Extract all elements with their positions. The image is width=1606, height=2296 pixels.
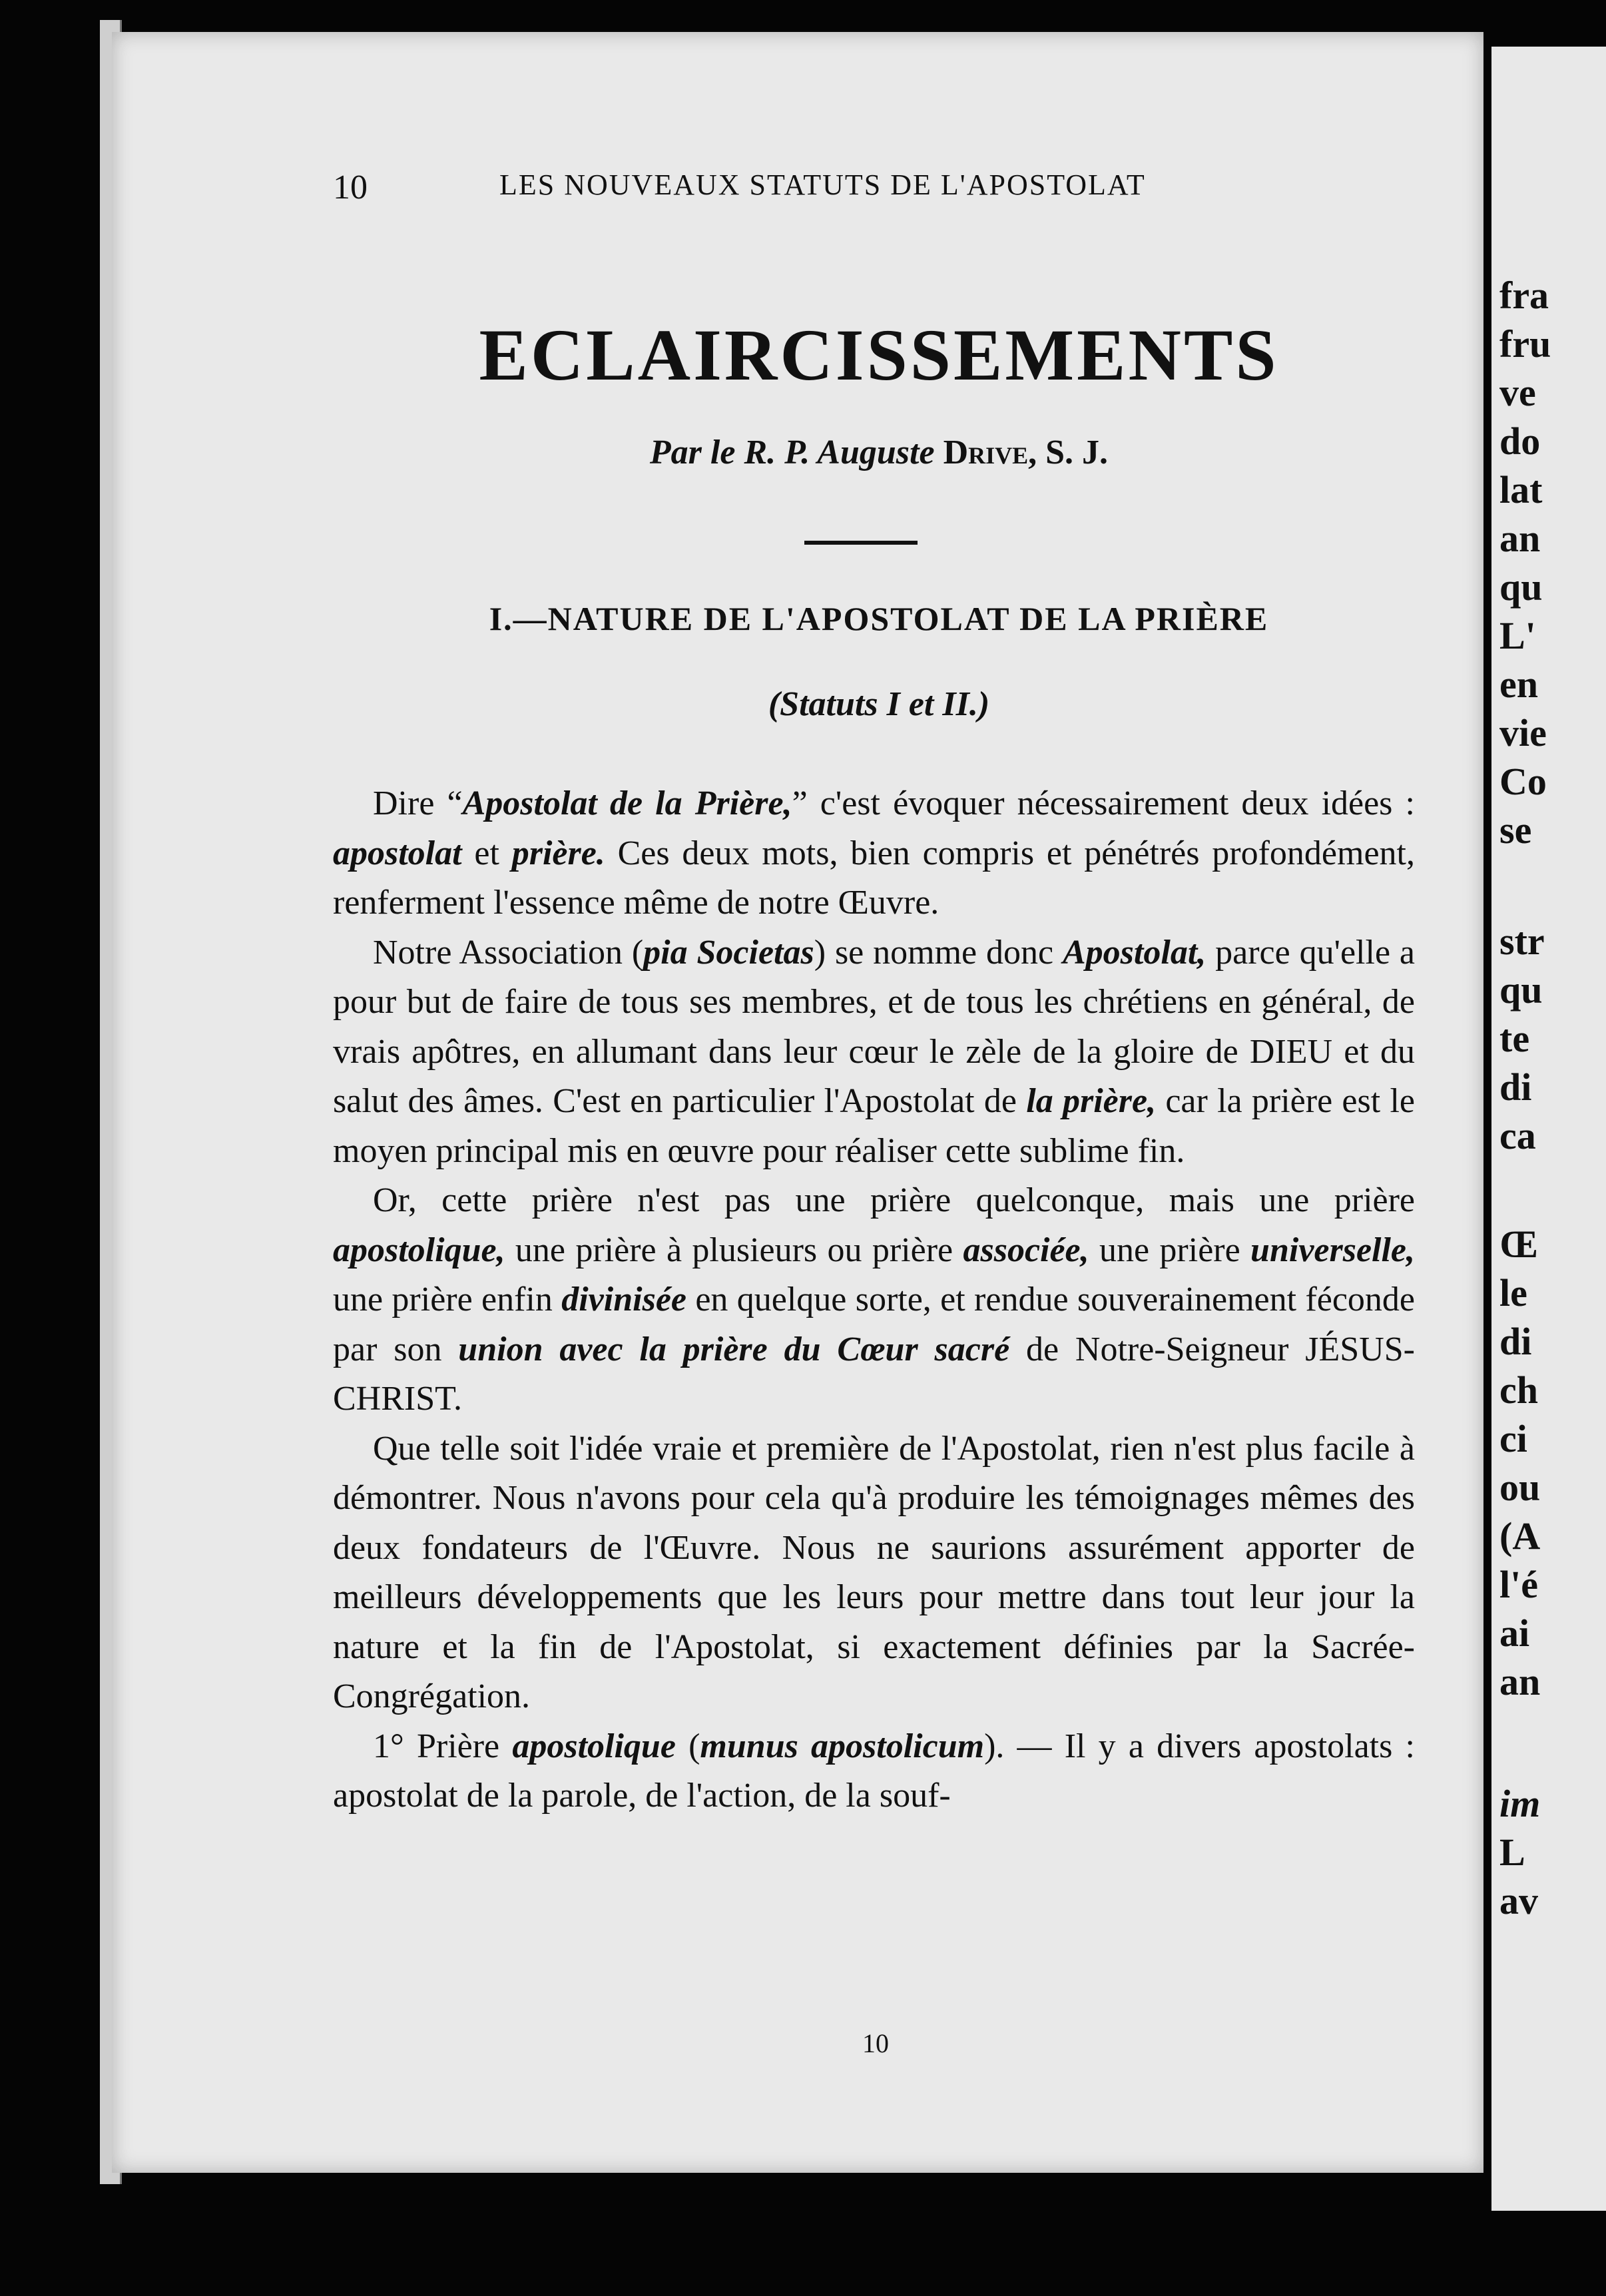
body-text bbox=[333, 779, 1415, 1821]
footer-page-number: 10 bbox=[862, 2028, 889, 2058]
adjacent-fragment: di bbox=[1499, 1320, 1532, 1363]
adjacent-fragment: lat bbox=[1499, 468, 1543, 511]
adjacent-fragment: qu bbox=[1499, 565, 1543, 609]
author-line bbox=[333, 433, 1425, 472]
adjacent-fragment: l'é bbox=[1499, 1563, 1538, 1606]
page-header bbox=[333, 168, 1425, 221]
paragraph: 1° Prière apostolique (munus apostolicum). — Il y a divers apostolats : apostolat de la parole, de l'action, de la souf- bbox=[333, 1727, 1415, 1815]
adjacent-fragment: do bbox=[1499, 420, 1541, 463]
adjacent-fragment: en bbox=[1499, 663, 1538, 706]
author-suffix: , S. J. bbox=[1028, 433, 1109, 471]
adjacent-fragment: an bbox=[1499, 1660, 1541, 1703]
adjacent-fragment: Œ bbox=[1499, 1223, 1538, 1266]
page-number: 10 bbox=[333, 168, 368, 206]
adjacent-page bbox=[1491, 47, 1606, 2211]
adjacent-fragment: di bbox=[1499, 1065, 1532, 1109]
section-subheading: (Statuts I et II.) bbox=[768, 685, 990, 723]
paragraph: Dire “Apostolat de la Prière,” c'est évoquer nécessairement deux idées : apostolat et prière. Ces deux mots, bien compris et pénétrés profondément, renferment l'essence même de notre Œuvre. bbox=[333, 784, 1415, 922]
adjacent-fragment: le bbox=[1499, 1271, 1527, 1314]
adjacent-fragment: ve bbox=[1499, 371, 1536, 414]
section-heading: I.—NATURE DE L'APOSTOLAT DE LA PRIÈRE bbox=[489, 600, 1269, 637]
adjacent-fragment: ai bbox=[1499, 1611, 1530, 1655]
paragraph: Que telle soit l'idée vraie et première de l'Apostolat, rien n'est plus facile à démontrer. Nous n'avons pour cela qu'à produire les témoignages mêmes des deux fondateurs de l'Œuvre. Nous ne saurions assurément apporter de meilleurs développements que les leurs pour mettre dans tout leur jour la nature et la fin de l'Apostolat, si exactement définies par la Sacrée-Congrégation. bbox=[333, 1429, 1415, 1715]
adjacent-fragment: str bbox=[1499, 920, 1545, 963]
divider bbox=[804, 541, 918, 545]
adjacent-fragment: im bbox=[1499, 1782, 1541, 1825]
adjacent-fragment: se bbox=[1499, 808, 1532, 852]
page-title: ECLAIRCISSEMENTS bbox=[479, 314, 1279, 396]
adjacent-fragment: Co bbox=[1499, 760, 1547, 803]
adjacent-fragment: an bbox=[1499, 517, 1541, 560]
adjacent-fragment: L bbox=[1499, 1831, 1525, 1874]
adjacent-fragment: av bbox=[1499, 1879, 1538, 1922]
adjacent-fragment: ci bbox=[1499, 1417, 1527, 1460]
adjacent-fragment: qu bbox=[1499, 968, 1543, 1011]
adjacent-fragment: (A bbox=[1499, 1514, 1541, 1558]
adjacent-fragment: fra bbox=[1499, 274, 1549, 317]
adjacent-fragment: ou bbox=[1499, 1466, 1541, 1509]
author-name: Drive bbox=[943, 433, 1029, 471]
paragraph: Or, cette prière n'est pas une prière quelconque, mais une prière apostolique, une prière à plusieurs ou prière associée, une prière universelle, une prière enfin divinisée en quelque sorte, et rendue souverainement féconde par son union avec la prière du Cœur sacré de Notre-Seigneur JÉSUS-CHRIST. bbox=[333, 1181, 1416, 1418]
author-prefix: Par le R. P. Auguste bbox=[649, 433, 943, 471]
running-head: LES NOUVEAUX STATUTS DE L'APOSTOLAT bbox=[499, 168, 1146, 201]
adjacent-fragment: ca bbox=[1499, 1114, 1536, 1157]
adjacent-fragment: ch bbox=[1499, 1368, 1538, 1412]
adjacent-fragment: te bbox=[1499, 1017, 1530, 1060]
adjacent-fragment: L' bbox=[1499, 614, 1536, 657]
adjacent-fragment: fru bbox=[1499, 322, 1551, 366]
paragraph: Notre Association (pia Societas) se nomme donc Apostolat, parce qu'elle a pour but de faire de tous ses membres, et de tous les chrétiens en général, de vrais apôtres, en allumant dans leur cœur le zèle de la gloire de DIEU et du salut des âmes. C'est en particulier l'Apostolat de la prière, car la prière est le moyen principal mis en œuvre pour réaliser cette sublime fin. bbox=[333, 933, 1416, 1170]
adjacent-fragment: vie bbox=[1499, 711, 1547, 754]
